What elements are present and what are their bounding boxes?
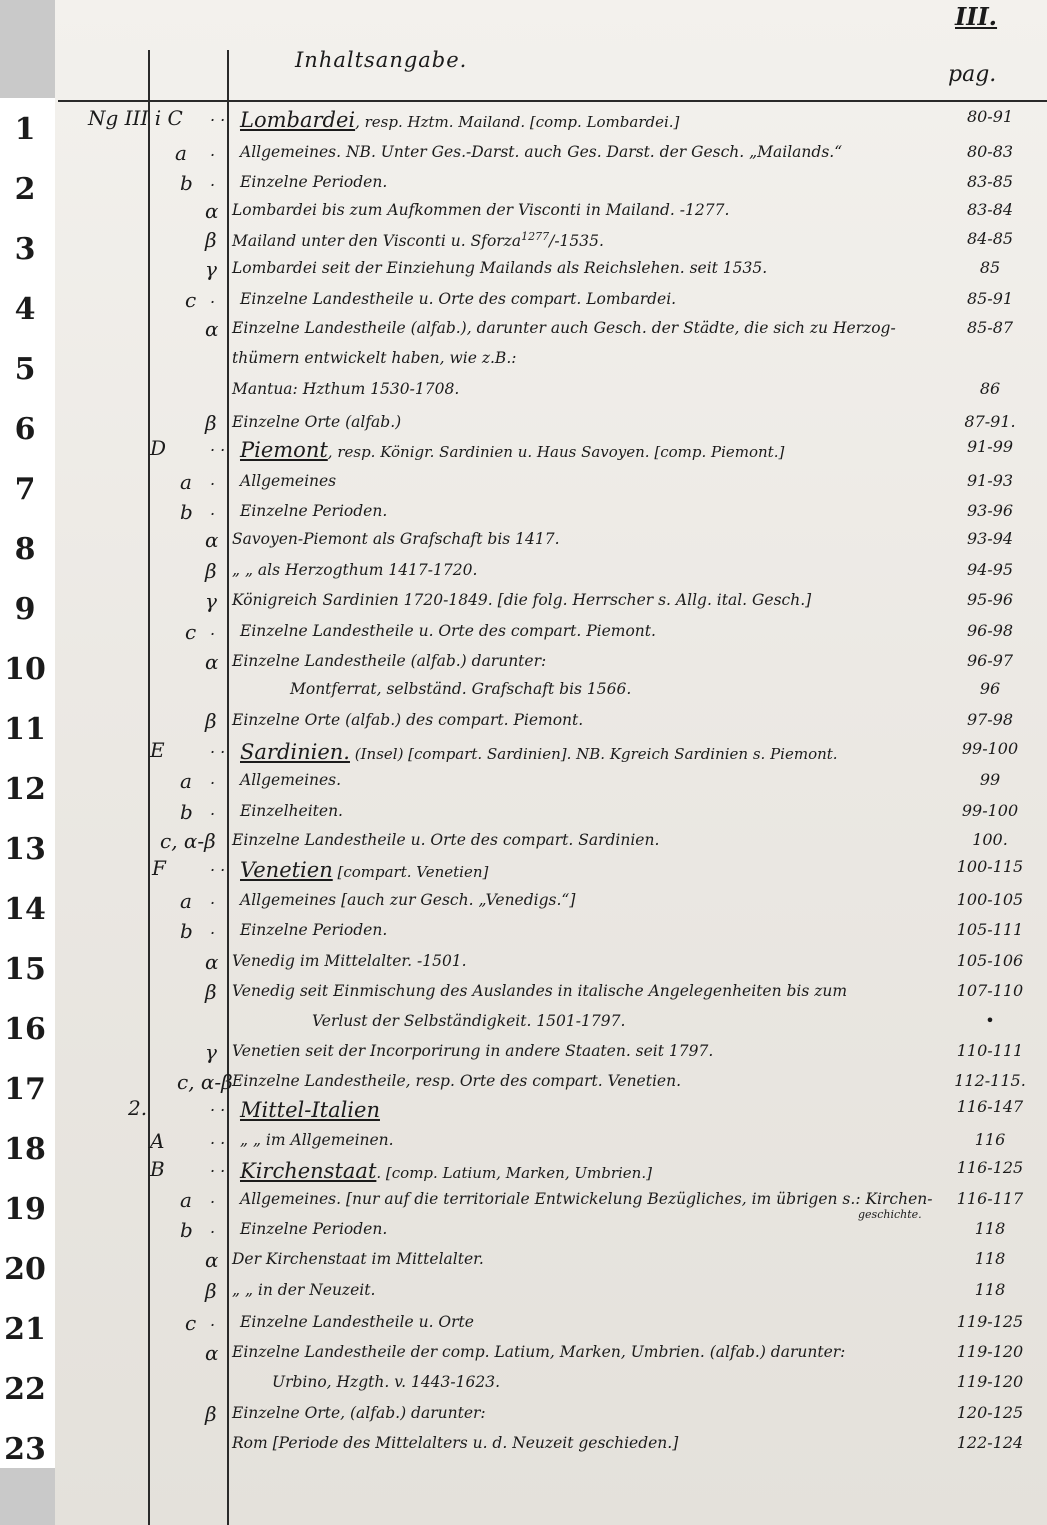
page-reference: 118 [974,1280,1006,1299]
line-number: 22 [4,1372,46,1407]
page-reference: 95-96 [966,590,1014,609]
entry-text [232,319,896,337]
entry-text [232,530,560,548]
entry-label: Savoyen-Piemont als Grafschaft bis 1417. [232,530,560,548]
entry-label: Einzelne Landestheile der comp. Latium, Marken, Umbrien. (alfab.) darunter: [232,1343,846,1361]
page-reference: 96 [979,679,1001,698]
entry-label: Einzelne Orte (alfab.) des compart. Piemont. [232,711,584,729]
entry-label: Einzelne Landestheile u. Orte [240,1313,474,1331]
page-reference: 99-100 [961,801,1019,820]
page-reference: 119-120 [956,1342,1024,1361]
entry-marker: c [185,288,197,312]
entry-label: Der Kirchenstaat im Mittelalter. [232,1250,484,1268]
line-number: 18 [4,1132,46,1167]
entry-text [240,108,679,132]
entry-text [232,1343,845,1361]
entry-marker: β [205,559,217,583]
entry-text [240,802,343,820]
page-reference: 93-96 [966,501,1014,520]
entry-marker: α [205,317,219,341]
line-number: 5 [14,352,36,387]
entry-dots: . [210,889,216,908]
entry-dots: . [210,1311,216,1330]
line-number: 7 [14,472,36,507]
page-reference: 122-124 [956,1433,1024,1452]
line-number: 4 [14,292,36,327]
entry-label: Urbino, Hzgth. v. 1443-1623. [272,1373,501,1391]
line-number: 9 [14,592,36,627]
entry-dots: . [210,800,216,819]
entry-marker: F [152,856,166,880]
page-reference: 83-85 [966,172,1014,191]
entry-text [232,591,811,609]
line-number: 20 [4,1252,46,1287]
entry-text [312,1012,625,1030]
page-reference: 86 [979,379,1001,398]
entry-text [232,413,401,431]
entry-label: Einzelne Orte (alfab.) [232,413,402,431]
entry-label: Einzelne Landestheile u. Orte des compart. Lombardei. [240,290,677,308]
entry-text [232,982,847,1000]
section-heading: Lombardei [240,108,356,132]
entry-label: Einzelne Landestheile (alfab.) darunter: [232,652,547,670]
page-reference: 96-98 [966,621,1014,640]
entry-text [290,680,631,698]
entry-marker: a [180,1188,192,1212]
entry-dots: . . [210,436,226,455]
page-reference: 85-87 [966,318,1014,337]
line-number: 17 [4,1072,46,1107]
page-reference: 110-111 [956,1041,1024,1060]
section-heading-note: , resp. Königr. Sardinien u. Haus Savoyen. [comp. Piemont.] [327,443,785,461]
entry-label: Venetien seit der Incorporirung in andere Staaten. seit 1797. [232,1042,714,1060]
entry-text [240,771,341,789]
entry-label: Einzelne Perioden. [240,502,388,520]
entry-marker: β [205,980,217,1004]
entry-dots: . [210,1218,216,1237]
entry-text [232,831,659,849]
header-rule [58,100,1047,102]
page-reference: 99 [979,770,1001,789]
line-number: 13 [4,832,46,867]
entry-marker: D [150,436,167,460]
entry-text [240,143,842,161]
entry-label: Montferrat, selbständ. Grafschaft bis 1566. [290,680,632,698]
entry-text [232,1250,484,1268]
page-number-roman: III. [955,2,998,31]
line-number: 21 [4,1312,46,1347]
page-reference: 83-84 [966,200,1014,219]
entry-marker: α [205,528,219,552]
superscript-year: 1277 [521,230,550,243]
entry-text [240,1190,932,1208]
page-reference: 119-125 [956,1312,1024,1331]
entry-dots: . [210,500,216,519]
line-number: 10 [4,652,46,687]
entry-marker: a [180,769,192,793]
entry-text [240,472,336,490]
entry-label: „ „ als Herzogthum 1417-1720. [232,561,478,579]
section-heading-note: . [comp. Latium, Marken, Umbrien.] [376,1164,652,1182]
entry-label: Einzelne Landestheile u. Orte des compart. Sardinien. [232,831,660,849]
entry-marker: α [205,1248,219,1272]
page-reference: 100-115 [956,857,1024,876]
entry-label: Verlust der Selbständigkeit. 1501-1797. [312,1012,626,1030]
entry-text [232,201,729,219]
entry-dots: . [210,769,216,788]
entry-label: Mailand unter den Visconti u. Sforza [232,232,522,251]
page-reference: 100. [972,830,1008,849]
entry-label: Königreich Sardinien 1720-1849. [die folg. Herrscher s. Allg. ital. Gesch.] [232,591,812,609]
entry-text [240,1159,652,1183]
entry-label: Einzelne Landestheile u. Orte des compart. Piemont. [240,622,656,640]
line-number: 6 [14,412,36,447]
section-heading: Mittel-Italien [240,1098,380,1122]
entry-marker: β [205,228,217,252]
entry-label: Einzelne Landestheile, resp. Orte des compart. Venetien. [232,1072,681,1090]
page-reference: 105-106 [956,951,1024,970]
entry-text [240,1313,474,1331]
entry-text [240,891,575,909]
entry-marker: A [150,1129,165,1153]
entry-text [240,290,676,308]
entry-marker: β [205,1279,217,1303]
line-number: 15 [4,952,46,987]
entry-text [232,1072,681,1090]
page-reference: • [985,1011,995,1030]
line-number: 2 [14,172,36,207]
entry-label: Venedig im Mittelalter. -1501. [232,952,467,970]
entry-marker: β [205,411,217,435]
page-reference: 80-91 [966,107,1014,126]
entry-dots: . . [210,1096,226,1115]
page-reference: 93-94 [966,529,1014,548]
entry-text [232,561,477,579]
entry-marker: a [180,470,192,494]
page-reference: 85 [979,258,1001,277]
entry-label: Venedig seit Einmischung des Auslandes in italische Angelegenheiten bis zum [232,982,848,1000]
entry-label: „ „ im Allgemeinen. [240,1131,394,1149]
entry-marker: a [175,141,187,165]
entry-marker: b [180,171,193,195]
entry-text [232,1042,713,1060]
page-reference: 120-125 [956,1403,1024,1422]
entry-text [240,1098,380,1122]
entry-marker: E [150,738,165,762]
entry-marker: b [180,800,193,824]
entry-text [232,1281,375,1299]
entry-label: Einzelne Perioden. [240,173,388,191]
entry-text [240,622,656,640]
pag-column-header: pag. [948,62,997,87]
entry-marker: γ [205,589,217,613]
entry-marker: a [180,889,192,913]
entry-dots: . [210,1188,216,1207]
entry-marker: c [185,620,197,644]
section-heading-note: (Insel) [compart. Sardinien]. NB. Kgreich Sardinien s. Piemont. [349,745,838,763]
entry-label: Lombardei seit der Einziehung Mailands als Reichslehen. seit 1535. [232,259,768,277]
entry-text [240,740,838,764]
entry-dots: . . [210,856,226,875]
margin-rule-right [227,50,229,1525]
entry-marker: c, α-β [177,1070,233,1094]
line-number: 3 [14,232,36,267]
entry-marker: α [205,650,219,674]
section-heading: Piemont [240,438,328,462]
entry-label: Einzelheiten. [240,802,343,820]
page-reference: 84-85 [966,229,1014,248]
entry-marker: α [205,199,219,223]
entry-label: Einzelne Landestheile (alfab.), darunter auch Gesch. der Städte, die sich zu Herzog- [232,319,896,337]
section-heading: Sardinien. [240,740,350,764]
entry-label: Allgemeines [auch zur Gesch. „Venedigs.“] [240,891,576,909]
page-reference: 116-117 [956,1189,1024,1208]
section-heading-note: , resp. Hztm. Mailand. [comp. Lombardei.] [355,113,680,131]
entry-marker: α [205,1341,219,1365]
entry-marker: b [180,500,193,524]
page-reference: 99-100 [961,739,1019,758]
entry-dots: . . [210,106,226,125]
line-number: 23 [4,1432,46,1467]
page-reference: 116 [974,1130,1006,1149]
entry-text [232,230,604,250]
page-reference: 85-91 [966,289,1014,308]
page-reference: 105-111 [956,920,1024,939]
entry-label-end: /-1535. [549,232,604,251]
entry-text [240,858,488,882]
entry-label: Allgemeines. [240,771,342,789]
entry-label: Einzelne Orte, (alfab.) darunter: [232,1404,486,1422]
entry-label: Mantua: Hzthum 1530-1708. [232,380,460,398]
entry-dots: . . [210,738,226,757]
entry-text [240,438,784,462]
entry-marker: β [205,709,217,733]
page-reference: 91-99 [966,437,1014,456]
line-number: 11 [4,712,46,747]
page-reference: 97-98 [966,710,1014,729]
entry-text [232,1434,678,1452]
entry-marker: c, α-β [160,829,216,853]
entry-note: geschichte. [858,1208,922,1221]
entry-dots: . . [210,1157,226,1176]
entry-label: Allgemeines. [nur auf die territoriale Entwickelung Bezügliches, im übrigen s.: Kirchen- [240,1190,933,1208]
page-reference: 119-120 [956,1372,1024,1391]
section-heading: Kirchenstaat [240,1159,377,1183]
entry-text [232,259,767,277]
page-reference: 94-95 [966,560,1014,579]
entry-dots: . [210,919,216,938]
page-reference: 118 [974,1249,1006,1268]
entry-marker: B [150,1157,165,1181]
page-reference: 112-115. [954,1071,1026,1090]
line-number: 14 [4,892,46,927]
section-heading-note: [compart. Venetien] [332,863,489,881]
entry-marker: γ [205,257,217,281]
entry-label: thümern entwickelt haben, wie z.B.: [232,349,517,367]
entry-text [240,1220,387,1238]
entry-label: Lombardei bis zum Aufkommen der Visconti in Mailand. -1277. [232,201,730,219]
page-reference: 91-93 [966,471,1014,490]
entry-marker: β [205,1402,217,1426]
entry-label: „ „ in der Neuzeit. [232,1281,376,1299]
entry-text [240,173,387,191]
page-reference: 87-91. [964,412,1016,431]
entry-dots: . [210,171,216,190]
line-number: 8 [14,532,36,567]
strip-bottom-gray [0,1468,55,1525]
page-reference: 118 [974,1219,1006,1238]
line-number: 1 [14,112,36,147]
page-reference: 100-105 [956,890,1024,909]
entry-dots: . . [210,1129,226,1148]
entry-marker: Ng III i C [88,106,183,130]
page-reference: 80-83 [966,142,1014,161]
entry-marker: 2. [128,1096,148,1120]
entry-text [240,502,387,520]
entry-marker: b [180,919,193,943]
margin-rule-left [148,50,150,1525]
entry-dots: . [210,470,216,489]
entry-text [240,1131,394,1149]
line-number-strip [0,0,55,1525]
page-reference: 116-125 [956,1158,1024,1177]
entry-text [232,349,516,367]
entry-text [240,921,387,939]
entry-text [232,1404,486,1422]
entry-dots: . [210,288,216,307]
entry-label: Rom [Periode des Mittelalters u. d. Neuzeit geschieden.] [232,1434,679,1452]
entry-marker: b [180,1218,193,1242]
entry-marker: α [205,950,219,974]
strip-top-gray [0,0,55,98]
section-heading: Venetien [240,858,333,882]
line-number: 16 [4,1012,46,1047]
entry-label: Einzelne Perioden. [240,921,388,939]
page-reference: 107-110 [956,981,1024,1000]
entry-dots: . [210,141,216,160]
entry-text [232,952,467,970]
entry-marker: c [185,1311,197,1335]
page-title: Inhaltsangabe. [295,48,468,72]
entry-text [232,380,459,398]
entry-text [232,711,583,729]
entry-text [232,652,546,670]
entry-text [272,1373,500,1391]
page-reference: 96-97 [966,651,1014,670]
line-number: 19 [4,1192,46,1227]
page-reference: 116-147 [956,1097,1024,1116]
entry-label: Allgemeines [240,472,337,490]
entry-dots: . [210,620,216,639]
line-number: 12 [4,772,46,807]
entry-label: Allgemeines. NB. Unter Ges.-Darst. auch Ges. Darst. der Gesch. „Mailands.“ [240,143,843,161]
entry-marker: γ [205,1040,217,1064]
entry-label: Einzelne Perioden. [240,1220,388,1238]
